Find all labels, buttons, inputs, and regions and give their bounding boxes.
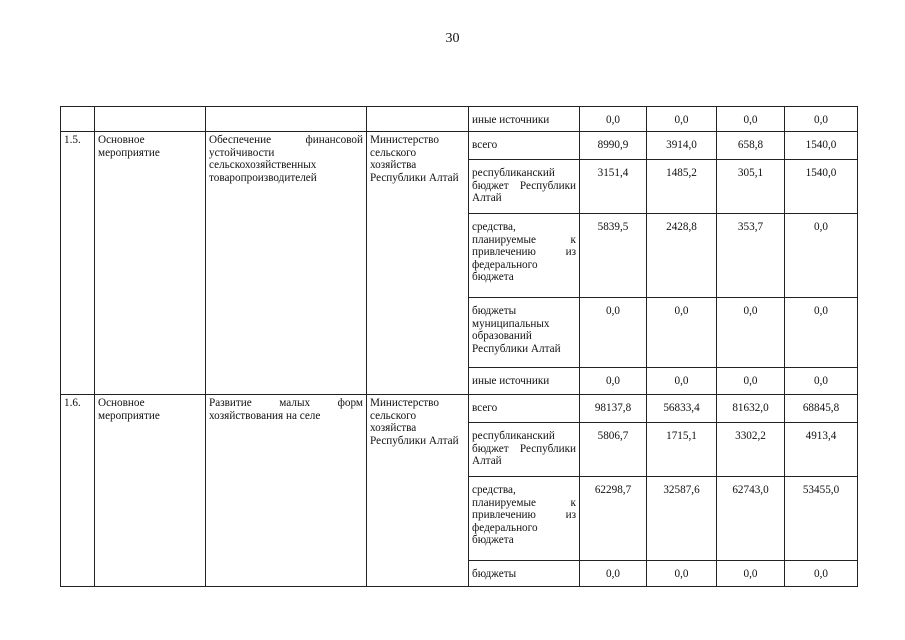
value-cell: 4913,4 [785, 423, 858, 477]
program-funding-table [60, 106, 858, 587]
value-cell: 3151,4 [580, 160, 647, 214]
row-number-cell: 1.5. [61, 132, 95, 395]
value-cell: 1540,0 [785, 160, 858, 214]
value-cell: 0,0 [580, 561, 647, 587]
source-label: республиканский бюджет Республики Алтай [469, 423, 580, 477]
row-executor-cell: Министерство сельского хозяйства Республики Алтай [367, 395, 469, 587]
row-number-cell [61, 107, 95, 132]
row-type-cell [95, 107, 206, 132]
value-cell: 305,1 [717, 160, 785, 214]
row-number-cell: 1.6. [61, 395, 95, 587]
value-cell: 32587,6 [647, 477, 717, 561]
table-row [61, 132, 858, 160]
page-number: 30 [445, 31, 460, 46]
value-cell: 0,0 [580, 107, 647, 132]
table-row [61, 107, 858, 132]
value-cell: 62298,7 [580, 477, 647, 561]
value-cell: 5839,5 [580, 214, 647, 298]
value-cell: 2428,8 [647, 214, 717, 298]
source-label: средства, планируемые к привлечению из федерального бюджета [469, 477, 580, 561]
value-cell: 81632,0 [717, 395, 785, 423]
value-cell: 1485,2 [647, 160, 717, 214]
value-cell: 56833,4 [647, 395, 717, 423]
row-type-cell: Основное мероприятие [95, 395, 206, 587]
row-executor-cell [367, 107, 469, 132]
source-label: бюджеты муниципальных образований Республики Алтай [469, 298, 580, 368]
value-cell: 68845,8 [785, 395, 858, 423]
source-label: средства, планируемые к привлечению из федерального бюджета [469, 214, 580, 298]
table-row [61, 395, 858, 423]
source-label: иные источники [469, 107, 580, 132]
value-cell: 0,0 [785, 561, 858, 587]
value-cell: 3302,2 [717, 423, 785, 477]
value-cell: 0,0 [580, 368, 647, 395]
source-label: иные источники [469, 368, 580, 395]
value-cell: 0,0 [785, 368, 858, 395]
source-label: всего [469, 132, 580, 160]
value-cell: 62743,0 [717, 477, 785, 561]
value-cell: 1540,0 [785, 132, 858, 160]
value-cell: 0,0 [647, 298, 717, 368]
value-cell: 0,0 [785, 214, 858, 298]
value-cell: 658,8 [717, 132, 785, 160]
value-cell: 3914,0 [647, 132, 717, 160]
value-cell: 0,0 [647, 107, 717, 132]
row-executor-cell: Министерство сельского хозяйства Республики Алтай [367, 132, 469, 395]
value-cell: 353,7 [717, 214, 785, 298]
value-cell: 8990,9 [580, 132, 647, 160]
value-cell: 53455,0 [785, 477, 858, 561]
value-cell: 0,0 [580, 298, 647, 368]
value-cell: 0,0 [647, 561, 717, 587]
row-name-cell: Обеспечение финансовой устойчивости сельскохозяйственных товаропроизводителей [206, 132, 367, 395]
source-label: всего [469, 395, 580, 423]
value-cell: 98137,8 [580, 395, 647, 423]
source-label: республиканский бюджет Республики Алтай [469, 160, 580, 214]
value-cell: 5806,7 [580, 423, 647, 477]
value-cell: 0,0 [647, 368, 717, 395]
row-type-cell: Основное мероприятие [95, 132, 206, 395]
row-name-cell [206, 107, 367, 132]
value-cell: 0,0 [717, 107, 785, 132]
value-cell: 0,0 [785, 107, 858, 132]
value-cell: 0,0 [785, 298, 858, 368]
source-label: бюджеты [469, 561, 580, 587]
row-name-cell: Развитие малых форм хозяйствования на селе [206, 395, 367, 587]
value-cell: 0,0 [717, 561, 785, 587]
value-cell: 1715,1 [647, 423, 717, 477]
value-cell: 0,0 [717, 368, 785, 395]
value-cell: 0,0 [717, 298, 785, 368]
